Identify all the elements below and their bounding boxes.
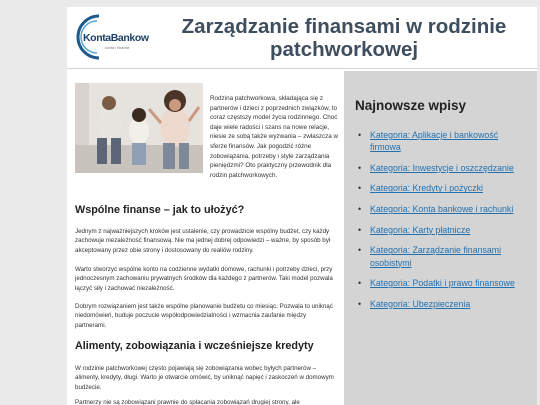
recent-post-link[interactable]: Kategoria: Inwestycje i oszczędzanie (370, 162, 514, 173)
article-content (75, 83, 339, 405)
list-item (358, 129, 530, 154)
list-item (358, 277, 530, 289)
recent-post-link[interactable]: Kategoria: Karty płatnicze (370, 224, 471, 235)
sidebar (344, 71, 537, 405)
paragraph-3: Dobrym rozwiązaniem jest także wspólne planowanie budżetu co miesiąc. Pozwala to uniknąć niedomówień, buduje poczucie współodpowiedzialności i wzmacnia zaufanie między partnerami. (75, 303, 333, 329)
logo-text: KontaBankowe (83, 32, 149, 44)
section-heading-shared-finances: Wspólne finanse – jak to ułożyć? (75, 204, 245, 216)
recent-post-link[interactable]: Kategoria: Aplikacje i bankowość firmowa (370, 130, 499, 153)
list-item (358, 298, 530, 310)
recent-post-link[interactable]: Kategoria: Kredyty i pożyczki (370, 183, 483, 194)
recent-post-link[interactable]: Kategoria: Podatki i prawo finansowe (370, 278, 515, 289)
section-heading-alimony: Alimenty, zobowiązania i wcześniejsze kredyty (75, 340, 314, 352)
logo-tagline: konta i finanse (105, 46, 130, 50)
recent-post-link[interactable]: Kategoria: Ubezpieczenia (370, 298, 471, 309)
site-header (67, 7, 537, 69)
recent-post-link[interactable]: Kategoria: Konta bankowe i rachunki (370, 204, 514, 215)
site-title[interactable]: Zarządzanie finansami w rodzinie patchworkowej (181, 15, 507, 61)
family-dancing-photo-icon (75, 83, 203, 173)
intro-paragraph: Rodzina patchworkowa, składająca się z partnerów i dzieci z poprzednich związków, to coraz częstszy model życia rodzinnego. Choć daje wiele radości i szans na nowe relacje, niesie ze sobą także wyzwania – zwłaszcza w sferze finansów. Jak pogodzić różne zobowiązania, potrzeby i style zarządzania pieniędzmi? Oto praktyczny przewodnik dla rodzin patchworkowych. (210, 95, 339, 179)
site-logo[interactable] (75, 13, 149, 61)
list-item (358, 162, 530, 174)
list-item (358, 182, 530, 194)
paragraph-1: Jednym z najważniejszych kroków jest ustalenie, czy prowadzicie wspólny budżet, czy każdy zachowuje niezależność finansową. Nie ma jednej dobrej odpowiedzi – ważne, by sposób był akceptowany przez obie strony i dostosowany do realiów rodziny. (75, 228, 331, 254)
list-item (358, 203, 530, 215)
list-item (358, 244, 530, 269)
paragraph-5: Partnerzy nie są zobowiązani prawnie do spłacania zobowiązań drugiej strony, ale (75, 399, 300, 405)
page (67, 7, 537, 405)
recent-post-link[interactable]: Kategoria: Zarządzanie finansami osobistymi (370, 245, 502, 268)
paragraph-2: Warto stworzyć wspólne konto na codzienne wydatki domowe, rachunki i potrzeby dzieci, przy jednoczesnym zachowaniu prywatnych środków dla każdego z partnerów. Taki model pozwala łączyć siły i zachować niezależność. (75, 266, 333, 292)
sidebar-title: Najnowsze wpisy (355, 98, 467, 113)
recent-posts-list (358, 129, 530, 318)
list-item (358, 224, 530, 236)
paragraph-4: W rodzinie patchworkowej często pojawiają się zobowiązania wobec byłych partnerów – alimenty, kredyty, długi. Warto je otwarcie omówić, by uniknąć napięć i zaskoczeń w domowym budżecie. (75, 365, 334, 391)
